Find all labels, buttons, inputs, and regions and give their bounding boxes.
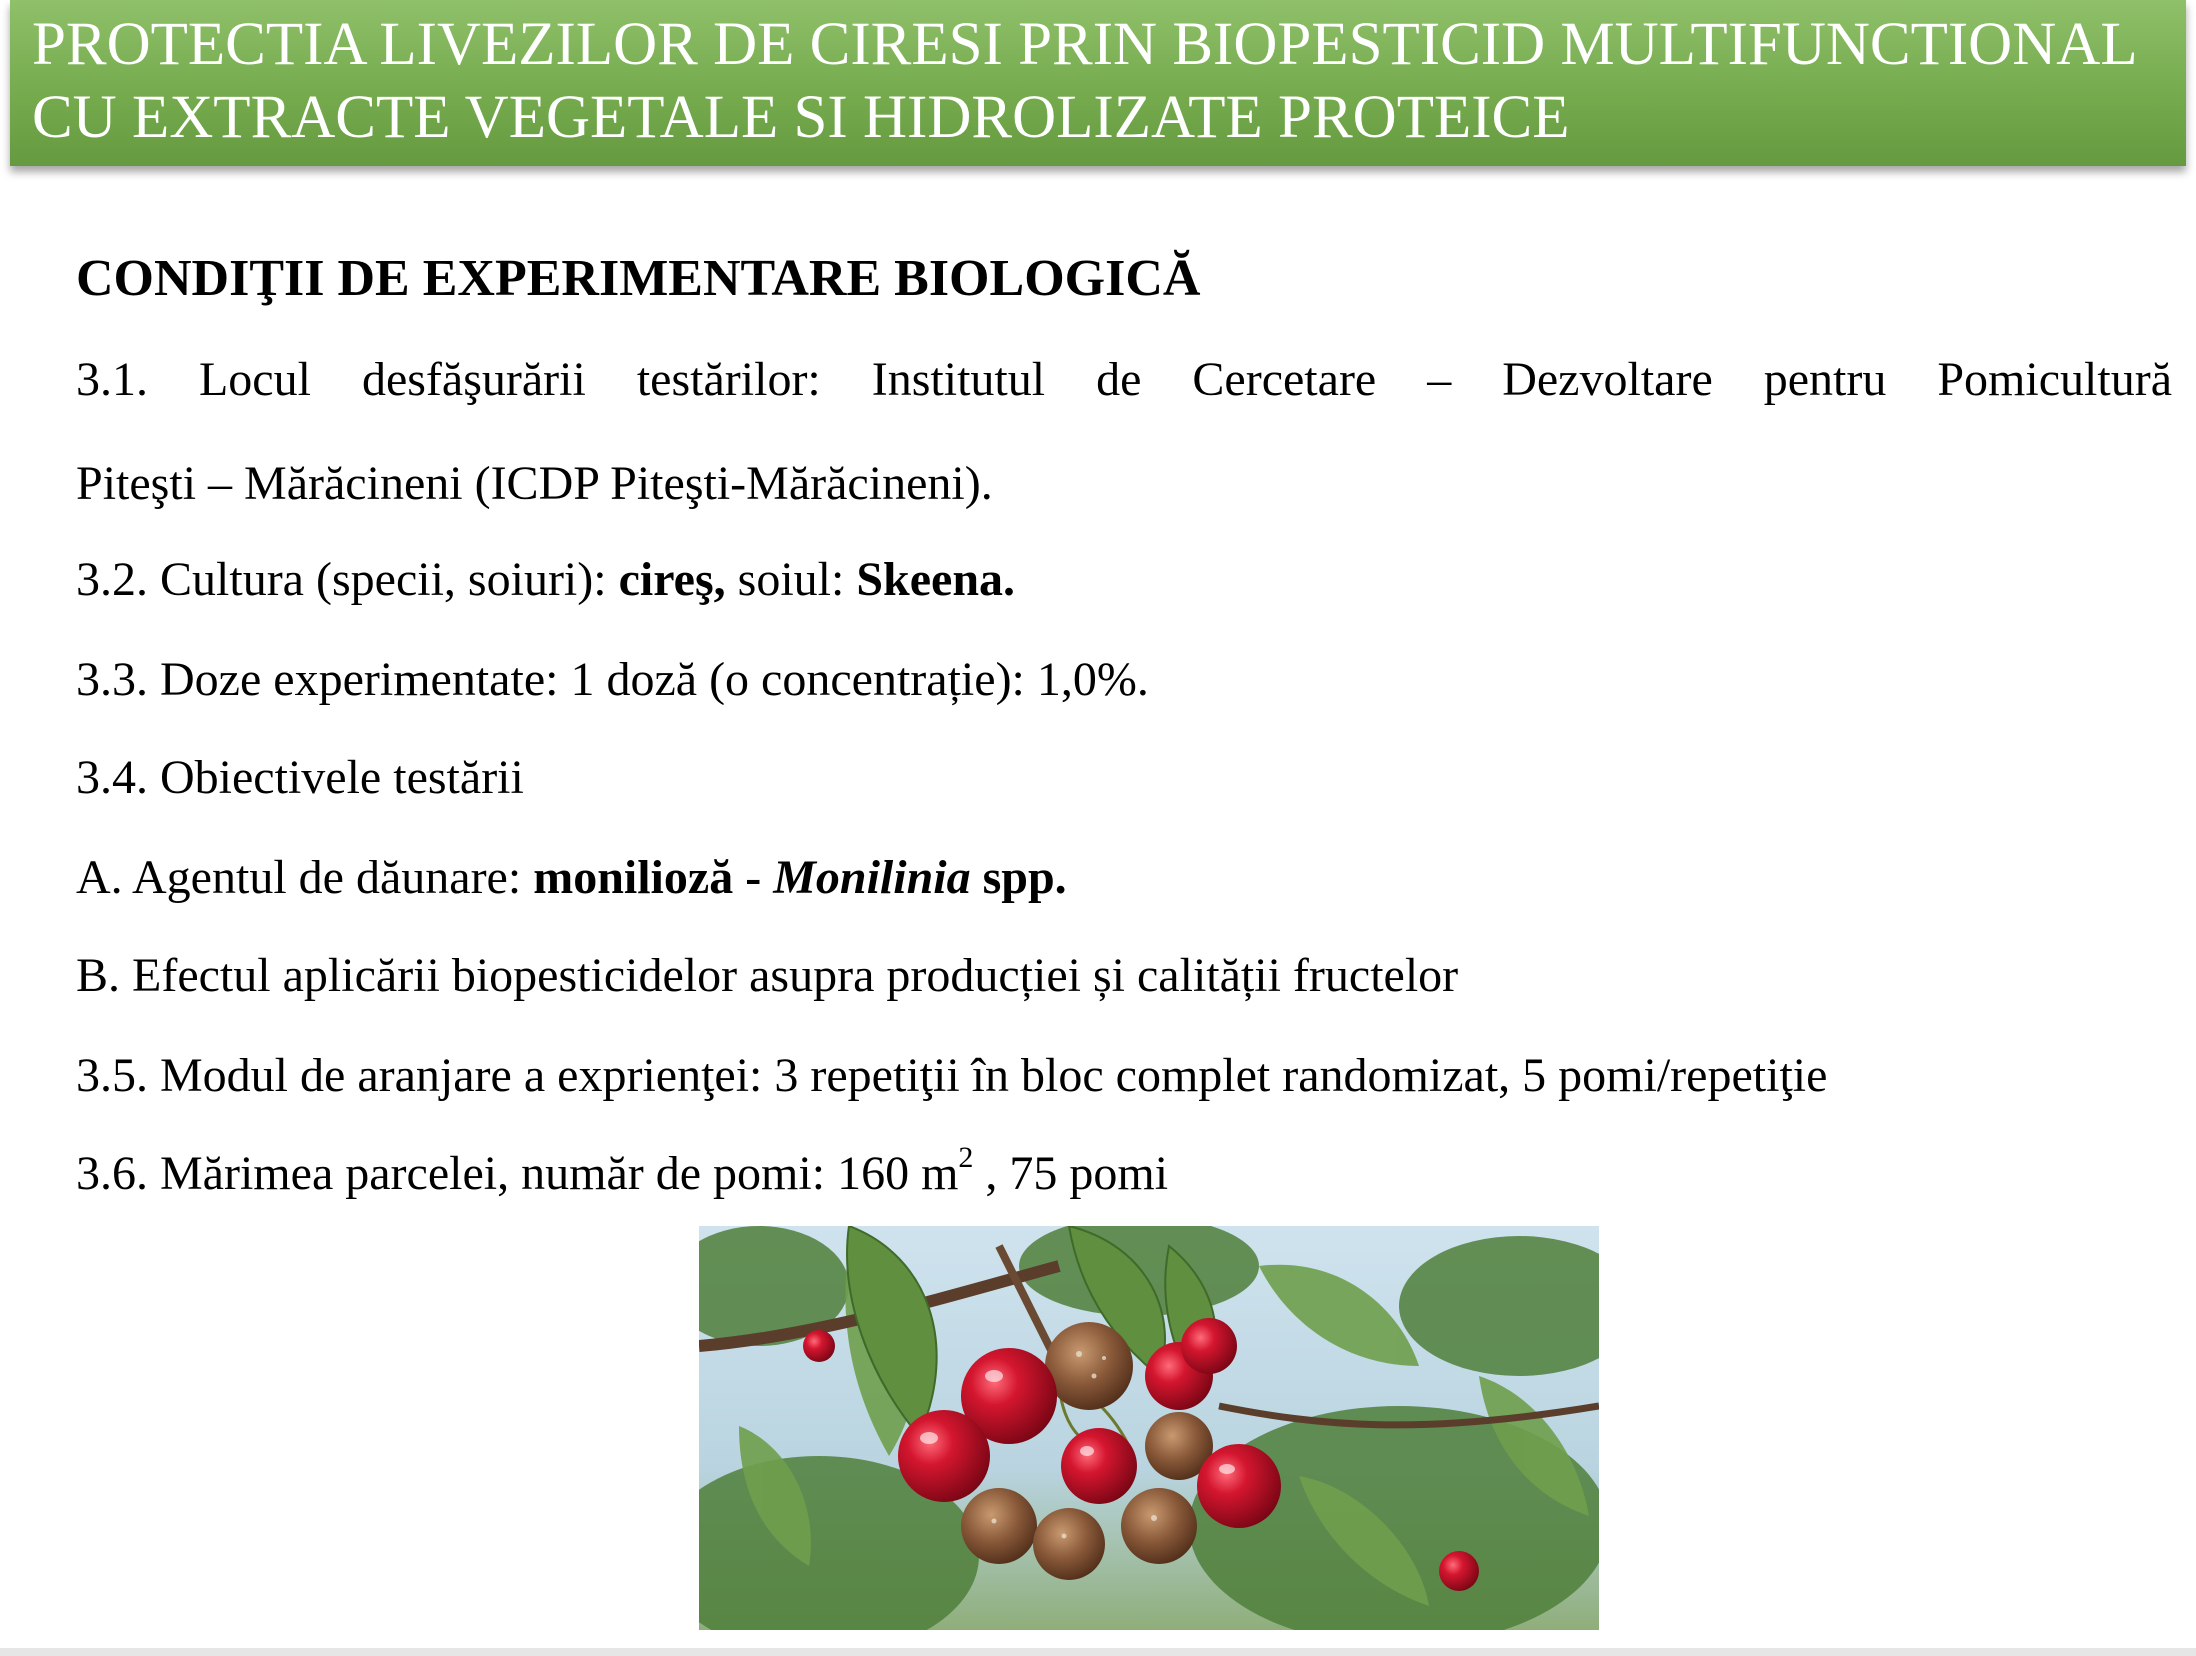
item-3-2-crop: cireş,	[618, 553, 726, 606]
cherry-illustration	[699, 1226, 1599, 1630]
item-a-prefix: A. Agentul de dăunare:	[76, 851, 534, 904]
item-3-6	[76, 1141, 1169, 1204]
section-heading: CONDIŢII DE EXPERIMENTARE BIOLOGICĂ	[76, 250, 1201, 307]
item-3-3: 3.3. Doze experimentate: 1 doză (o concentrație): 1,0%.	[76, 653, 1149, 706]
item-3-5: 3.5. Modul de aranjare a exprienţei: 3 repetiţii în bloc complet randomizat, 5 pomi/repetiţie	[76, 1049, 1828, 1102]
item-3-2-prefix: 3.2. Cultura (specii, soiuri):	[76, 553, 619, 606]
footer-rule	[0, 1648, 2196, 1656]
item-3-6-sup: 2	[958, 1141, 974, 1174]
item-a-disease: monilioză -	[533, 851, 774, 904]
item-a-spp: spp.	[970, 851, 1067, 904]
item-3-2	[76, 550, 1015, 610]
item-3-6-suffix: , 75 pomi	[973, 1147, 1169, 1200]
title-line-2: CU EXTRACTE VEGETALE SI HIDROLIZATE PROTEICE	[32, 84, 1570, 151]
item-3-2-mid: soiul:	[725, 553, 857, 606]
title-line-1: PROTECTIA LIVEZILOR DE CIRESI PRIN BIOPESTICID MULTIFUNCTIONAL	[32, 11, 2138, 78]
item-3-2-variety: Skeena.	[856, 553, 1016, 606]
cherry-photo	[699, 1226, 1599, 1630]
item-b: B. Efectul aplicării biopesticidelor asupra producției și calității fructelor	[76, 949, 1459, 1002]
item-3-1-line-1: 3.1. Locul desfăşurării testărilor: Institutul de Cercetare – Dezvoltare pentru Pomicultură	[76, 353, 2172, 406]
item-a-genus: Monilinia	[773, 851, 971, 904]
item-a	[76, 848, 1067, 908]
item-3-6-prefix: 3.6. Mărimea parcelei, număr de pomi: 160 m	[76, 1147, 959, 1200]
item-3-4: 3.4. Obiectivele testării	[76, 751, 524, 804]
item-3-1-line-2: Piteşti – Mărăcineni (ICDP Piteşti-Mărăcineni).	[76, 457, 993, 510]
title-banner	[10, 0, 2186, 166]
